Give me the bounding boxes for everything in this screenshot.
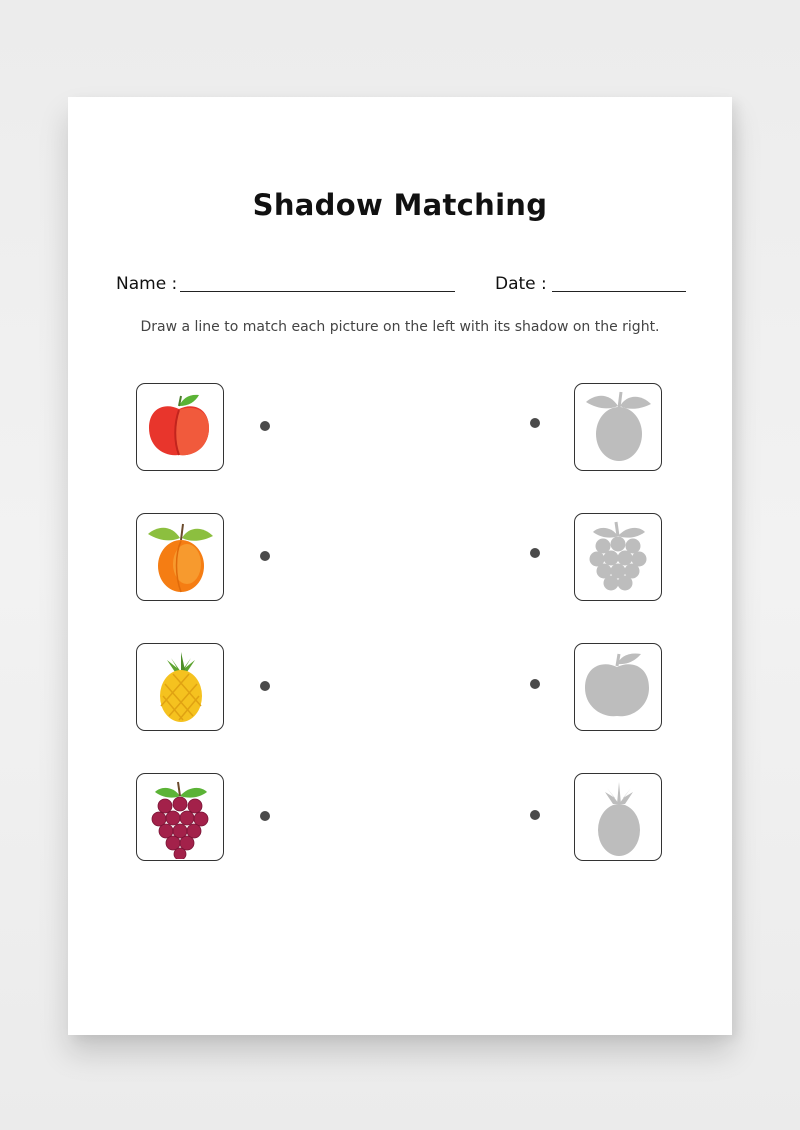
pineapple-icon bbox=[137, 644, 222, 729]
shadow-card-peach[interactable] bbox=[574, 643, 662, 731]
apricot-icon bbox=[137, 514, 222, 599]
grapes-icon bbox=[137, 774, 222, 859]
worksheet-page bbox=[68, 97, 732, 1035]
date-line[interactable] bbox=[552, 291, 686, 292]
date-label: Date : bbox=[495, 274, 547, 294]
shadow-card-pineapple[interactable] bbox=[574, 773, 662, 861]
shadow-card-apricot[interactable] bbox=[574, 383, 662, 471]
picture-card-pineapple[interactable] bbox=[136, 643, 224, 731]
left-dot-3[interactable] bbox=[260, 681, 270, 691]
name-label: Name : bbox=[116, 274, 178, 294]
peach-icon bbox=[137, 384, 222, 469]
right-dot-1[interactable] bbox=[530, 418, 540, 428]
right-dot-2[interactable] bbox=[530, 548, 540, 558]
apricot-shadow-icon bbox=[575, 384, 660, 469]
pineapple-shadow-icon bbox=[575, 774, 660, 859]
peach-shadow-icon bbox=[575, 644, 660, 729]
right-dot-3[interactable] bbox=[530, 679, 540, 689]
right-dot-4[interactable] bbox=[530, 810, 540, 820]
left-dot-4[interactable] bbox=[260, 811, 270, 821]
shadow-card-grapes[interactable] bbox=[574, 513, 662, 601]
picture-card-apricot[interactable] bbox=[136, 513, 224, 601]
picture-card-grapes[interactable] bbox=[136, 773, 224, 861]
worksheet-title: Shadow Matching bbox=[252, 188, 548, 222]
picture-card-peach[interactable] bbox=[136, 383, 224, 471]
instructions-text: Draw a line to match each picture on the left with its shadow on the right. bbox=[140, 319, 660, 335]
name-line[interactable] bbox=[180, 291, 455, 292]
grapes-shadow-icon bbox=[575, 514, 660, 599]
left-dot-1[interactable] bbox=[260, 421, 270, 431]
left-dot-2[interactable] bbox=[260, 551, 270, 561]
